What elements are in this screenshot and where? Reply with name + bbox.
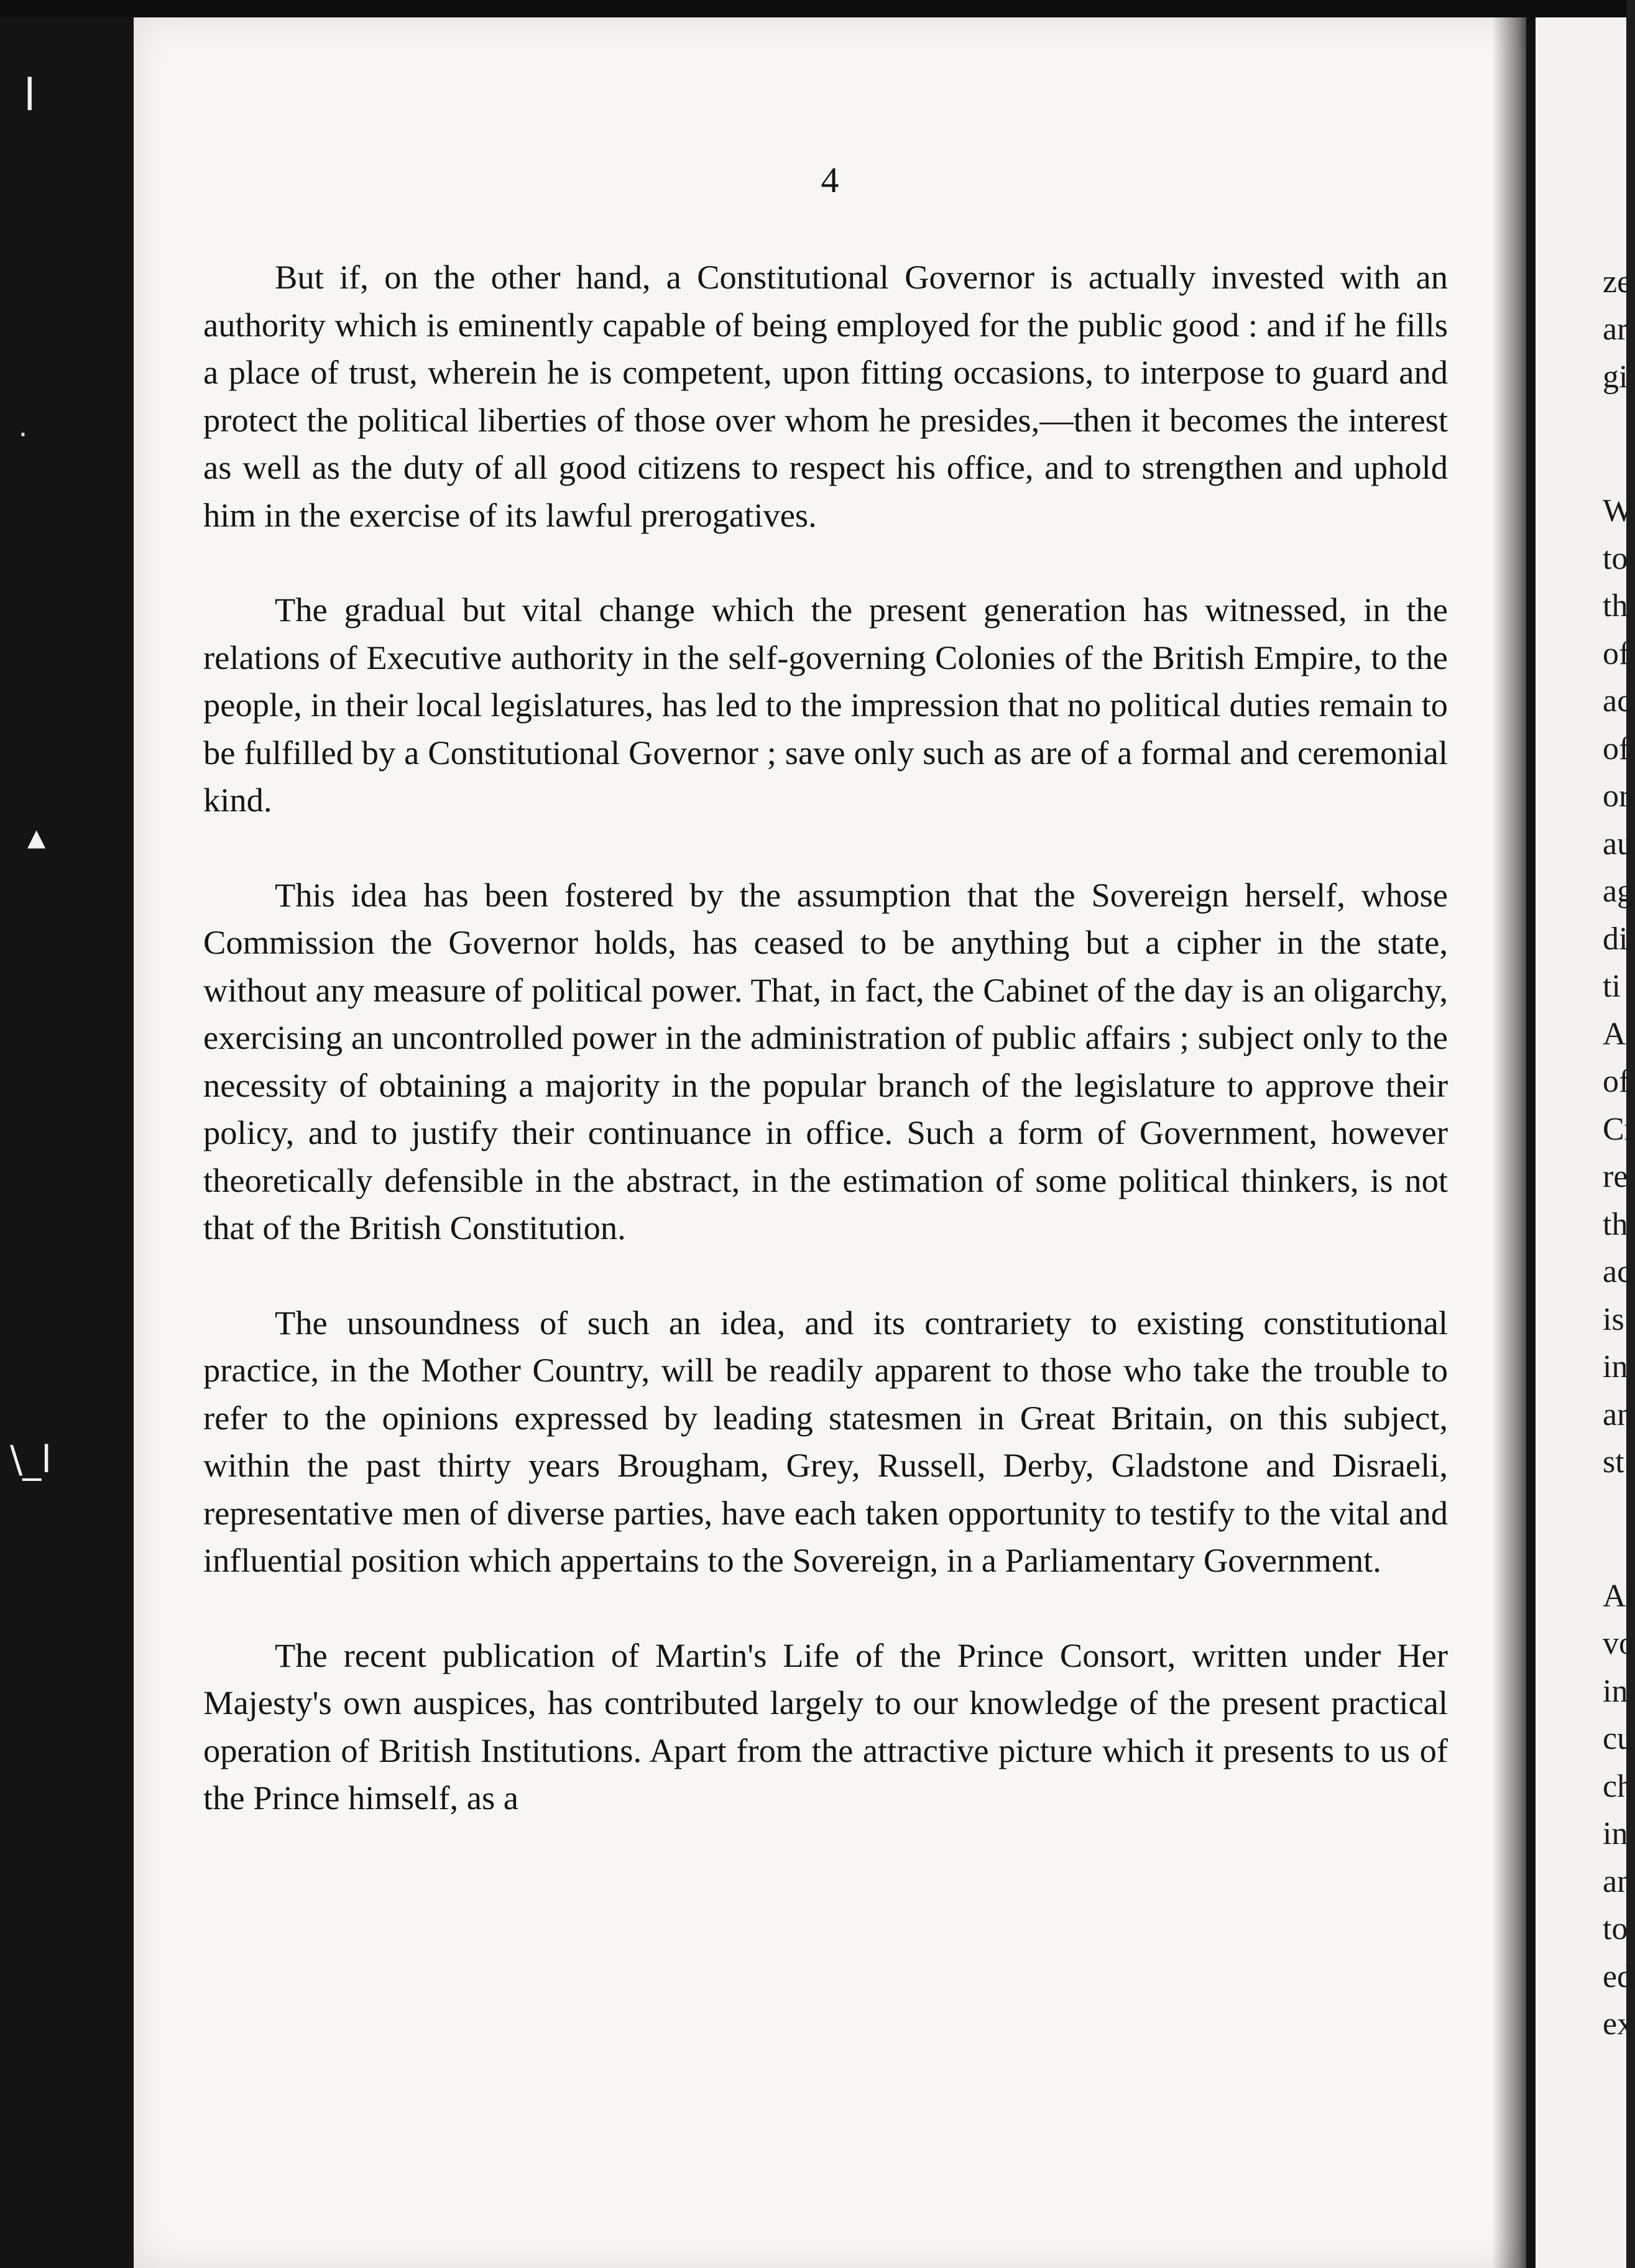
adjacent-page-fragment: an	[1603, 1397, 1634, 1432]
adjacent-page-fragment: ag	[1603, 874, 1634, 909]
adjacent-page-edge	[1536, 17, 1635, 2268]
adjacent-page-fragment: ac	[1603, 683, 1632, 719]
adjacent-page-fragment: an	[1603, 1864, 1634, 1899]
document-page	[134, 17, 1526, 2268]
adjacent-page-fragment: re	[1603, 1159, 1628, 1194]
adjacent-page-fragment: in	[1603, 1674, 1628, 1709]
film-edge-mark: l	[24, 70, 36, 121]
adjacent-page-fragment: ac	[1603, 1254, 1632, 1289]
adjacent-page-fragment: ze	[1603, 264, 1632, 300]
paragraph: This idea has been fostered by the assumption that the Sovereign herself, whose Commission the Governor holds, has ceased to be anything but a cipher in the state, without any measure of political power. That, in fact, the Cabinet of the day is an oligarchy, exercising an uncontrolled power in the administration of public affairs ; subject only to the necessity of obtaining a majority in the popular branch of the legislature to approve their policy, and to justify their continuance in office. Such a form of Government, however theoretically defensible in the abstract, in the estimation of some political thinkers, is not that of the British Constitution.	[203, 875, 1448, 1247]
adjacent-page-fragment: st	[1603, 1444, 1624, 1480]
adjacent-page-fragment: ch	[1603, 1769, 1634, 1804]
adjacent-page-fragment: ar	[1603, 311, 1628, 347]
adjacent-page-fragment: to	[1603, 1911, 1628, 1947]
film-edge-mark: ▲	[27, 824, 46, 851]
adjacent-page-fragment: to	[1603, 541, 1628, 576]
page-gutter-shadow	[1492, 17, 1536, 2268]
film-edge-mark: ·	[19, 419, 27, 451]
film-edge-mark: \_l	[10, 1438, 52, 1482]
adjacent-page-fragment: of	[1603, 731, 1630, 767]
adjacent-page-fragment: or	[1603, 778, 1630, 814]
adjacent-page-fragment: ti	[1603, 969, 1621, 1004]
adjacent-page-fragment: in	[1603, 1349, 1628, 1385]
adjacent-page-fragment: ed	[1603, 1959, 1634, 1994]
adjacent-page-fragment: A	[1603, 1016, 1626, 1052]
paragraph: The gradual but vital change which the present generation has witnessed, in the relations of Executive authority in the self-governing Colonies of the British Empire, to the people, in their local legislatures, has led to the impression that no political duties remain to be fulfilled by a Constitutional Governor ; save only such as are of a formal and ceremonial kind.	[203, 591, 1448, 819]
adjacent-page-fragment: gi	[1603, 359, 1628, 395]
paragraph: The recent publication of Martin's Life of the Prince Consort, written under Her Majesty's own auspices, has contributed largely to our knowledge of the present practical operation of British Institutions. Apart from the attractive picture which it presents to us of the Prince himself, as a	[203, 1636, 1448, 1817]
adjacent-page-fragment: th	[1603, 1207, 1628, 1242]
page-number: 4	[821, 160, 839, 200]
adjacent-page-fragment: Cr	[1603, 1112, 1635, 1147]
body-text	[203, 254, 1448, 1822]
adjacent-page-fragment: in	[1603, 1816, 1628, 1851]
adjacent-page-fragment: vo	[1603, 1626, 1635, 1661]
paragraph: The unsoundness of such an idea, and its contrariety to existing constitutional practice, in the Mother Country, will be readily apparent to those who take the trouble to refer to the opinions expressed by leading statesmen in Great Britain, on this subject, within the past thirty years Brougham, Grey, Russell, Derby, Gladstone and Disraeli, representative men of diverse parties, have each taken opportunity to testify to the vital and influential position which appertains to the Sovereign, in a Parliamentary Government.	[203, 1303, 1448, 1579]
adjacent-page-fragment: is	[1603, 1302, 1624, 1337]
paragraph: But if, on the other hand, a Constitutional Governor is actually invested with an authority which is eminently capable of being employed for the public good : and if he fills a place of trust, wherein he is competent, upon fitting occasions, to interpose to guard and protect the political liberties of those over whom he presides,—then it becomes the interest as well as the duty of all good citizens to respect his office, and to strengthen and uphold him in the exercise of its lawful prerogatives.	[203, 258, 1448, 534]
film-border-top	[0, 0, 1626, 17]
film-border-left	[0, 17, 134, 2268]
adjacent-page-fragment: W	[1603, 493, 1634, 528]
adjacent-page-fragment: th	[1603, 588, 1628, 624]
adjacent-page-fragment: of	[1603, 1064, 1630, 1099]
adjacent-page-fragment: cu	[1603, 1721, 1634, 1756]
adjacent-page-fragment: ex	[1603, 2006, 1634, 2042]
adjacent-page-fragment: au	[1603, 826, 1634, 862]
adjacent-page-fragment: Al	[1603, 1579, 1635, 1614]
adjacent-page-fragment: di	[1603, 921, 1628, 957]
adjacent-page-fragment: of	[1603, 636, 1630, 671]
